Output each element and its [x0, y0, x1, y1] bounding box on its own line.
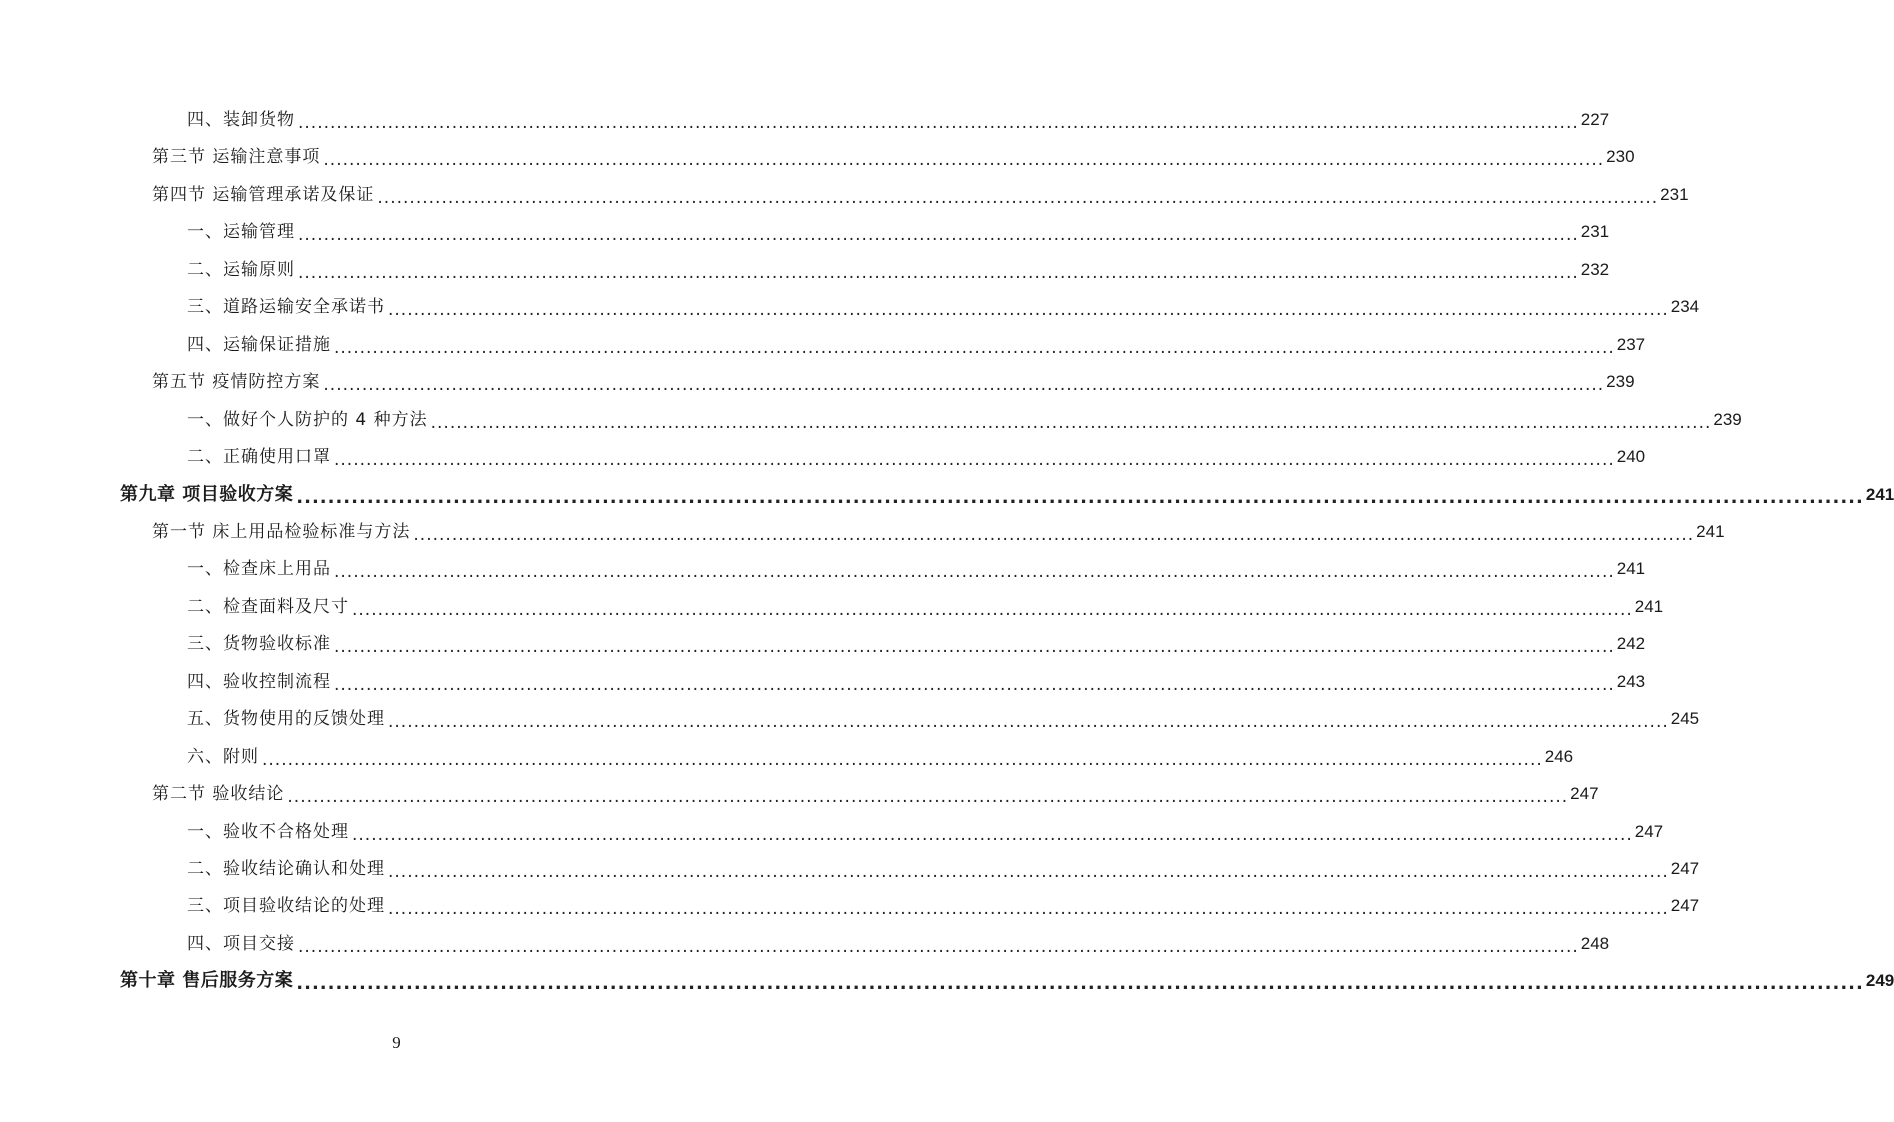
toc-entry-page: 241 — [1696, 521, 1725, 541]
toc-entry[interactable] — [187, 212, 1610, 246]
toc-entry[interactable] — [187, 624, 1646, 658]
toc-entry-page: 241 — [1616, 559, 1646, 579]
toc-entry-label: 第四节 运输管理承诺及保证 — [152, 184, 375, 205]
toc-entry-page: 232 — [1580, 259, 1610, 279]
toc-entry-label: 一、做好个人防护的 4 种方法 — [187, 409, 428, 430]
toc-entry-label: 四、项目交接 — [187, 933, 295, 954]
toc-leader-dots: ........................................................................................................................................................................................................ — [388, 300, 1669, 321]
toc-entry-page: 237 — [1616, 334, 1646, 354]
toc-entry-label: 一、验收不合格处理 — [187, 821, 349, 842]
toc-leader-dots: ........................................................................................................................................................................................................ — [298, 262, 1579, 283]
toc-entry-page: 227 — [1580, 110, 1610, 129]
toc-entry-label: 第五节 疫情防控方案 — [152, 372, 321, 393]
toc-entry-page: 247 — [1570, 784, 1599, 804]
toc-entry[interactable] — [152, 175, 1689, 208]
toc-leader-dots: ........................................................................................................................................................................................................ — [334, 450, 1615, 471]
toc-entry[interactable] — [187, 250, 1610, 283]
toc-leader-dots: ........................................................................................................................................................................................................ — [388, 712, 1669, 733]
toc-entry[interactable] — [187, 812, 1664, 845]
toc-entry[interactable] — [187, 437, 1646, 471]
toc-entry-page: 239 — [1606, 372, 1635, 392]
toc-entry[interactable] — [187, 549, 1646, 583]
toc-leader-dots: ........................................................................................................................................................................................................ — [334, 562, 1615, 583]
toc-entry[interactable] — [152, 137, 1635, 171]
toc-leader-dots: ........................................................................................................................................................................................................ — [352, 824, 1633, 845]
toc-entry-label: 四、装卸货物 — [187, 110, 295, 130]
toc-entry-label: 二、正确使用口罩 — [187, 447, 331, 468]
toc-entry-label: 第三节 运输注意事项 — [152, 147, 321, 168]
toc-entry-page: 239 — [1713, 409, 1742, 429]
toc-entry[interactable] — [152, 362, 1635, 396]
toc-entry-page: 242 — [1616, 634, 1646, 654]
toc-entry-page: 230 — [1606, 147, 1635, 167]
toc-entry[interactable] — [187, 737, 1574, 770]
toc-entry-page: 231 — [1660, 184, 1689, 204]
toc-entry-label: 第十章 售后服务方案 — [120, 970, 294, 992]
toc-entry-page: 247 — [1634, 821, 1664, 841]
toc-entry[interactable] — [152, 512, 1725, 545]
toc-entry[interactable] — [120, 475, 1894, 508]
toc-entry-label: 第一节 床上用品检验标准与方法 — [152, 521, 411, 542]
toc-leader-dots: ........................................................................................................................................................................................................ — [413, 524, 1695, 545]
toc-entry[interactable] — [187, 325, 1646, 358]
toc-entry-label: 三、道路运输安全承诺书 — [187, 297, 385, 318]
toc-leader-dots: ........................................................................................................................................................................................................ — [377, 187, 1659, 208]
toc-entry[interactable] — [152, 774, 1599, 808]
toc-entry-label: 一、运输管理 — [187, 222, 295, 243]
toc-leader-dots: ........................................................................................................................................................................................................ — [388, 862, 1669, 882]
toc-entry-label: 一、检查床上用品 — [187, 559, 331, 580]
toc-entry-label: 第九章 项目验收方案 — [120, 483, 294, 505]
toc-entry-label: 二、运输原则 — [187, 259, 295, 280]
toc-leader-dots: ........................................................................................................................................................................................................ — [298, 936, 1579, 957]
toc-entry-label: 五、货物使用的反馈处理 — [187, 709, 385, 730]
page-number: 9 — [392, 1033, 401, 1052]
toc-leader-dots: ........................................................................................................................................................................................................ — [323, 375, 1605, 396]
toc-leader-dots: ........................................................................................................................................................................................................ — [298, 113, 1579, 133]
toc-entry[interactable] — [187, 287, 1700, 321]
toc-entry-page: 247 — [1670, 859, 1700, 878]
toc-entry-label: 第二节 验收结论 — [152, 784, 285, 805]
toc-entry[interactable] — [187, 662, 1646, 695]
toc-leader-dots: ........................................................................................................................................................................................................ — [323, 150, 1605, 171]
toc-entry[interactable] — [120, 961, 1894, 995]
toc-leader-dots: ........................................................................................................................................................................................................ — [298, 225, 1579, 246]
toc-entry[interactable] — [187, 699, 1700, 733]
toc-entry[interactable] — [187, 924, 1610, 957]
toc-entry-page: 243 — [1616, 671, 1646, 691]
toc-entry[interactable] — [187, 849, 1700, 882]
toc-entry-label: 四、验收控制流程 — [187, 671, 331, 692]
toc-entry-page: 234 — [1670, 297, 1700, 317]
toc-entry-label: 三、货物验收标准 — [187, 634, 331, 655]
toc-entry-label: 六、附则 — [187, 746, 259, 767]
toc-entry-page: 231 — [1580, 222, 1610, 242]
toc-leader-dots: ........................................................................................................................................................................................................ — [430, 412, 1712, 433]
toc-entry-page: 246 — [1544, 746, 1574, 766]
toc-leader-dots: ........................................................................................................................................................................................................ — [287, 787, 1569, 808]
toc-leader-dots: ........................................................................................................................................................................................................ — [352, 599, 1633, 620]
toc-leader-dots: ........................................................................................................................................................................................................ — [296, 973, 1864, 995]
toc-entry[interactable] — [187, 100, 1610, 133]
toc-entry[interactable] — [187, 587, 1664, 620]
toc-entry-page: 247 — [1670, 896, 1700, 916]
toc-leader-dots: ........................................................................................................................................................................................................ — [262, 749, 1543, 770]
toc-entry-label: 二、验收结论确认和处理 — [187, 859, 385, 879]
toc-leader-dots: ........................................................................................................................................................................................................ — [334, 637, 1615, 658]
toc-entry-label: 二、检查面料及尺寸 — [187, 596, 349, 617]
toc-entry[interactable] — [187, 400, 1742, 433]
toc-entry-label: 四、运输保证措施 — [187, 334, 331, 355]
toc-entry-page: 249 — [1865, 971, 1894, 991]
toc-entry-page: 240 — [1616, 447, 1646, 467]
toc-entry-page: 248 — [1580, 933, 1610, 953]
toc-leader-dots: ........................................................................................................................................................................................................ — [334, 674, 1615, 695]
toc-leader-dots: ........................................................................................................................................................................................................ — [388, 899, 1669, 920]
toc-entry-page: 245 — [1670, 709, 1700, 729]
toc-leader-dots: ........................................................................................................................................................................................................ — [296, 486, 1864, 508]
toc-entry-page: 241 — [1865, 484, 1894, 504]
toc-entry-page: 241 — [1634, 596, 1664, 616]
toc-entry[interactable] — [187, 886, 1700, 920]
toc-entry-label: 三、项目验收结论的处理 — [187, 896, 385, 917]
toc-leader-dots: ........................................................................................................................................................................................................ — [334, 337, 1615, 358]
